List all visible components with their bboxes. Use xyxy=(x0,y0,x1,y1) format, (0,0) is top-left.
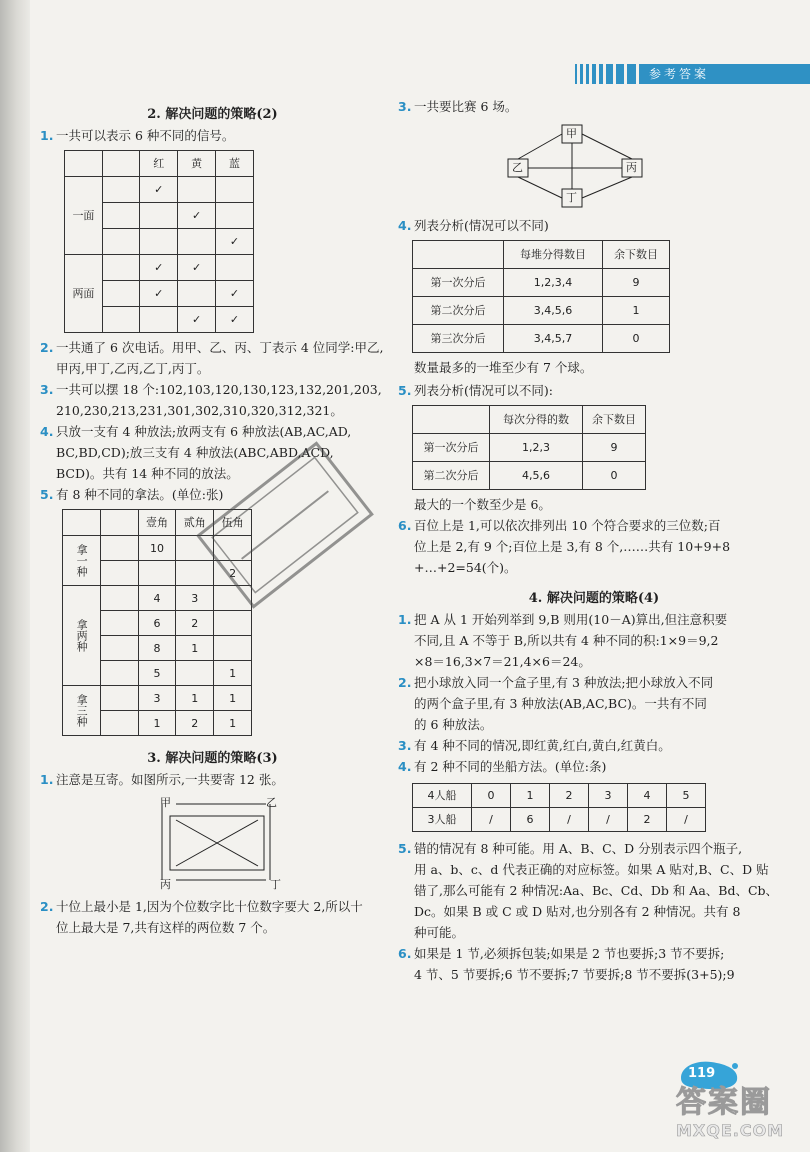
coin-group-two: 拿两种 xyxy=(63,586,101,686)
s2-q4: 4. 只放一支有 4 种放法;放两支有 6 种放法(AB,AC,AD, BC,BD,CD);放三支有 4 种放法(ABC,ABD,ACD, BCD)。共有 14 种不同的放法。 xyxy=(40,424,352,481)
boat-cell: 6 xyxy=(511,808,550,832)
match-diagram-lines xyxy=(398,117,790,211)
ball-cell: 9 xyxy=(603,269,670,297)
coin-cell xyxy=(214,611,252,636)
signal-cell: ✓ xyxy=(178,255,216,281)
coin-cell: 2 xyxy=(214,561,252,586)
team-jia: 甲 xyxy=(566,127,577,140)
coin-cell: 2 xyxy=(176,711,214,736)
signal-cell xyxy=(178,177,216,203)
coin-cell: 10 xyxy=(138,536,176,561)
section-3-title: 3. 解决问题的策略(3) xyxy=(147,751,278,766)
ball-head: 余下数目 xyxy=(603,241,670,269)
ball-cell: 3,4,5,7 xyxy=(504,325,603,353)
logo-text: 答案圈 xyxy=(676,1085,772,1120)
number-table xyxy=(412,405,646,490)
answer-header xyxy=(575,64,810,84)
coin-head-2 xyxy=(101,510,138,536)
ball-table xyxy=(412,240,670,353)
s4-q2: 2. 把小球放入同一个盒子里,有 3 种放法;把小球放入不同 的两个盒子里,有 3 种放法(AB,AC,BC)。一共有不同 的 6 种放法。 xyxy=(398,675,714,732)
boat-cell: 2 xyxy=(628,808,667,832)
s4-q5: 5. 错的情况有 8 种可能。用 A、B、C、D 分别表示四个瓶子, 用 a、b、c、d 代表正确的对应标签。如果 A 贴对,B、C、D 贴 错了,那么可能有 2 种情况:Aa、Bc、Cd、Db 和 Aa、Bd、Cb、 Dc。如果 B 或 C 或 D 贴对,也分别各有 2 种情况。共有 8 种可能。 xyxy=(398,841,779,940)
signal-head-yellow: 黄 xyxy=(178,151,216,177)
coin-head-1jiao: 壹角 xyxy=(138,510,176,536)
section-2-title: 2. 解决问题的策略(2) xyxy=(147,107,278,122)
mail-diagram-lines xyxy=(40,790,385,890)
boat-cell: / xyxy=(472,808,511,832)
signal-head-1 xyxy=(65,151,103,177)
coin-group-three: 拿三种 xyxy=(63,686,101,736)
coin-cell: 1 xyxy=(176,636,214,661)
s4-q4: 4. 有 2 种不同的坐船方法。(单位:条) xyxy=(398,759,607,774)
signal-cell xyxy=(178,229,216,255)
coin-head-5jiao: 伍角 xyxy=(214,510,252,536)
signal-cell xyxy=(216,203,254,229)
ball-cell: 3,4,5,6 xyxy=(504,297,603,325)
signal-cell xyxy=(216,255,254,281)
coin-cell: 8 xyxy=(138,636,176,661)
s4-q6: 6. 如果是 1 节,必须拆包装;如果是 2 节也要拆;3 节不要拆; 4 节、5 节要拆;6 节不要拆;7 节要拆;8 节不要拆(3+5);9 xyxy=(398,946,735,982)
s2-q4-after: 数量最多的一堆至少有 7 个球。 xyxy=(414,360,593,375)
team-ding: 丁 xyxy=(566,191,577,204)
number-cell: 1,2,3 xyxy=(490,434,583,462)
number-cell: 0 xyxy=(583,462,646,490)
signal-cell: ✓ xyxy=(216,229,254,255)
signal-cell: ✓ xyxy=(216,281,254,307)
signal-cell: ✓ xyxy=(178,307,216,333)
s2-q3: 3. 一共可以摆 18 个:102,103,120,130,123,132,201,203, 210,230,213,231,301,302,310,320,312,321。 xyxy=(40,382,382,418)
page-binding-shadow xyxy=(0,0,30,1152)
header-stripes xyxy=(575,64,639,84)
s3-q1: 1. 注意是互寄。如图所示,一共要寄 12 张。 xyxy=(40,772,284,787)
signal-group-one-side: 一面 xyxy=(65,177,103,255)
boat-cell: / xyxy=(550,808,589,832)
signal-cell: ✓ xyxy=(140,281,178,307)
coin-cell xyxy=(214,636,252,661)
signal-cell: ✓ xyxy=(140,255,178,281)
site-logo xyxy=(676,1086,806,1150)
coin-cell: 1 xyxy=(214,661,252,686)
number-head xyxy=(413,406,490,434)
node-bing: 丙 xyxy=(160,878,171,891)
coin-cell: 1 xyxy=(138,711,176,736)
team-yi: 乙 xyxy=(512,161,523,174)
boat-cell: 5 xyxy=(667,784,706,808)
signal-head-blue: 蓝 xyxy=(216,151,254,177)
signal-head-2 xyxy=(102,151,139,177)
ball-cell: 第一次分后 xyxy=(413,269,504,297)
node-yi: 乙 xyxy=(266,796,277,809)
coin-head-2jiao: 贰角 xyxy=(176,510,214,536)
signal-cell xyxy=(178,281,216,307)
boat-cell: 0 xyxy=(472,784,511,808)
s2-q5-after: 最大的一个数至少是 6。 xyxy=(414,497,551,512)
coin-cell xyxy=(176,661,214,686)
coin-group-one: 拿一种 xyxy=(63,536,101,586)
s2-q3-right: 3. 一共要比赛 6 场。 xyxy=(398,99,518,114)
boat-cell: 1 xyxy=(511,784,550,808)
s2-q4-right: 4. 列表分析(情况可以不同) xyxy=(398,218,549,233)
signal-cell: ✓ xyxy=(178,203,216,229)
coin-cell: 1 xyxy=(214,711,252,736)
coin-cell: 3 xyxy=(176,586,214,611)
section-4-title: 4. 解决问题的策略(4) xyxy=(528,591,660,606)
node-jia: 甲 xyxy=(160,796,171,809)
s2-q1: 1. 一共可以表示 6 种不同的信号。 xyxy=(40,128,235,143)
signal-table xyxy=(64,150,254,333)
ball-cell: 0 xyxy=(603,325,670,353)
page-number: 119 xyxy=(688,1066,716,1081)
boat-cell: / xyxy=(589,808,628,832)
s2-q5: 5. 有 8 种不同的拿法。(单位:张) xyxy=(40,487,224,502)
coin-cell: 1 xyxy=(214,686,252,711)
boat-cell: / xyxy=(667,808,706,832)
ball-cell: 第二次分后 xyxy=(413,297,504,325)
coin-cell xyxy=(138,561,176,586)
ball-head: 每堆分得数目 xyxy=(504,241,603,269)
signal-cell xyxy=(140,203,178,229)
ball-cell: 1 xyxy=(603,297,670,325)
coin-cell: 2 xyxy=(176,611,214,636)
signal-cell xyxy=(216,177,254,203)
coin-head-1 xyxy=(63,510,101,536)
signal-cell xyxy=(140,229,178,255)
coin-cell: 4 xyxy=(138,586,176,611)
match-diagram xyxy=(398,117,790,211)
right-column xyxy=(398,96,790,985)
number-cell: 第一次分后 xyxy=(413,434,490,462)
coin-cell: 5 xyxy=(138,661,176,686)
boat-table xyxy=(412,783,706,832)
s3-q2: 2. 十位上最小是 1,因为个位数字比十位数字要大 2,所以十 位上最大是 7,共有这样的两位数 7 个。 xyxy=(40,899,363,935)
boat-cell: 4 xyxy=(628,784,667,808)
number-cell: 9 xyxy=(583,434,646,462)
coin-cell: 1 xyxy=(176,686,214,711)
coin-cell: 3 xyxy=(138,686,176,711)
team-bing: 丙 xyxy=(626,161,637,174)
mail-diagram xyxy=(40,790,385,890)
s2-q6-right: 6. 百位上是 1,可以依次排列出 10 个符合要求的三位数;百 位上是 2,有 9 个;百位上是 3,有 8 个,……共有 10+9+8 +…+2=54(个)。 xyxy=(398,518,731,575)
signal-head-red: 红 xyxy=(140,151,178,177)
number-head: 余下数目 xyxy=(583,406,646,434)
ball-cell: 第三次分后 xyxy=(413,325,504,353)
node-ding: 丁 xyxy=(270,878,281,891)
header-label: 参考答案 xyxy=(639,64,810,84)
s2-q2: 2. 一共通了 6 次电话。用甲、乙、丙、丁表示 4 位同学:甲乙, 甲丙,甲丁,乙丙,乙丁,丙丁。 xyxy=(40,340,384,376)
boat-cell: 2 xyxy=(550,784,589,808)
s4-q1: 1. 把 A 从 1 开始列举到 9,B 则用(10－A)算出,但注意积要 不同,且 A 不等于 B,所以共有 4 种不同的积:1×9＝9,2 ×8＝16,3×7＝21,4×6＝24。 xyxy=(398,612,728,669)
signal-cell: ✓ xyxy=(140,177,178,203)
boat-cell: 3 xyxy=(589,784,628,808)
number-cell: 第二次分后 xyxy=(413,462,490,490)
signal-group-two-sides: 两面 xyxy=(65,255,103,333)
logo-url: MXQE.COM xyxy=(676,1121,785,1140)
number-head: 每次分得的数 xyxy=(490,406,583,434)
ball-cell: 1,2,3,4 xyxy=(504,269,603,297)
coin-cell: 6 xyxy=(138,611,176,636)
number-cell: 4,5,6 xyxy=(490,462,583,490)
boat-cell: 4人船 xyxy=(413,784,472,808)
ball-head xyxy=(413,241,504,269)
s2-q5-right: 5. 列表分析(情况可以不同): xyxy=(398,383,553,398)
boat-cell: 3人船 xyxy=(413,808,472,832)
signal-cell: ✓ xyxy=(216,307,254,333)
signal-cell xyxy=(140,307,178,333)
s4-q3: 3. 有 4 种不同的情况,即红黄,红白,黄白,红黄白。 xyxy=(398,738,671,753)
